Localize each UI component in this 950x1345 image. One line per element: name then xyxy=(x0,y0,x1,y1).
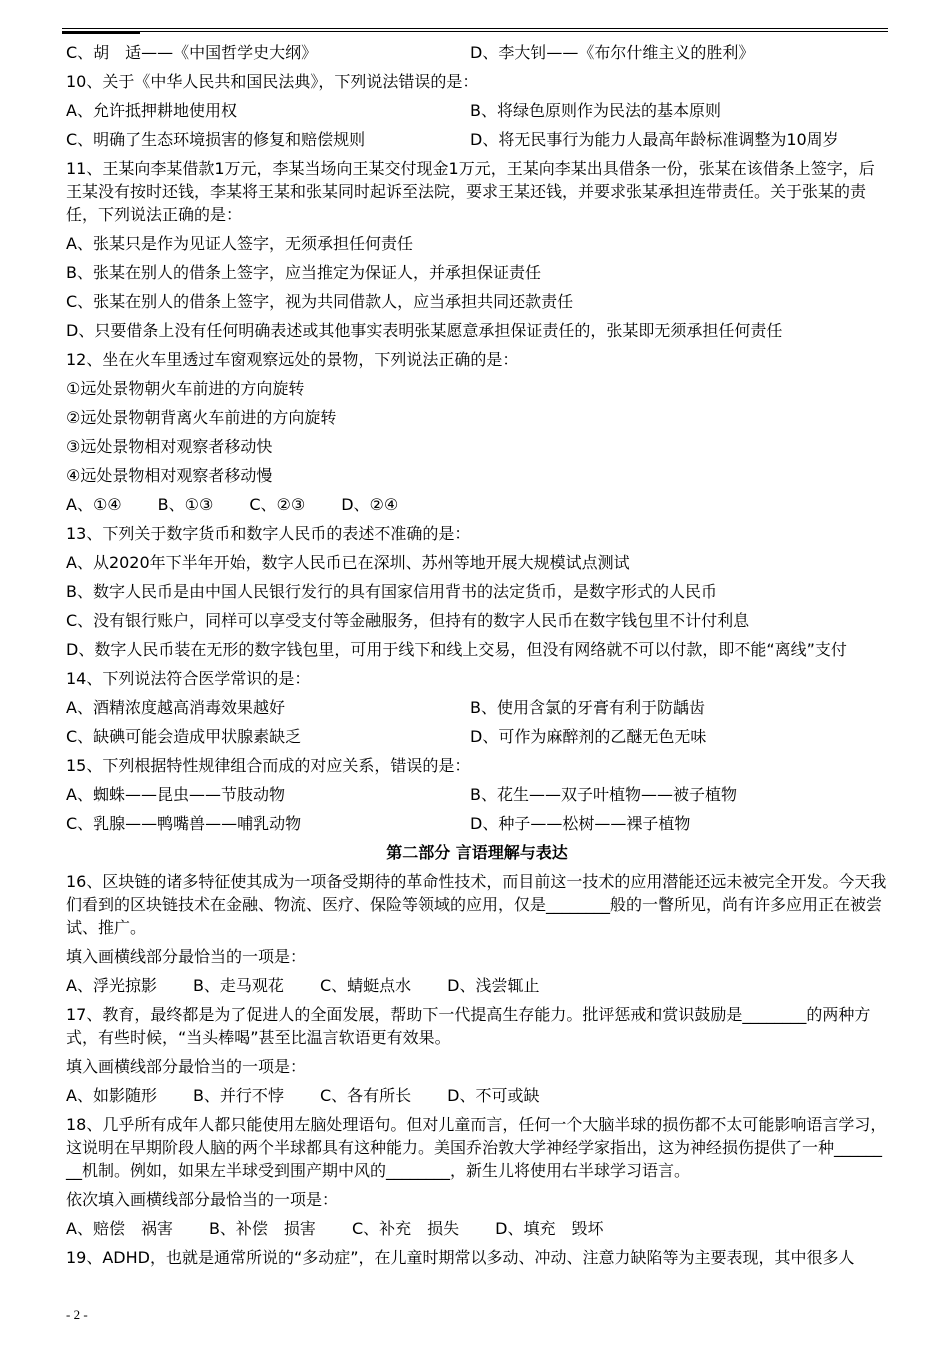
option-b: B、花生——双子叶植物——被子植物 xyxy=(470,785,737,804)
option-b: B、并行不悖 xyxy=(192,1086,284,1105)
option-c: C、没有银行账户，同样可以享受支付等金融服务，但持有的数字人民币在数字钱包里不计付利息 xyxy=(66,611,750,630)
option-d: D、数字人民币装在无形的数字钱包里，可用于线下和线上交易，但没有网络就不可以付款，即不能“离线”支付 xyxy=(66,640,847,659)
option-d: D、填充 毁坏 xyxy=(495,1219,604,1238)
option-a: A、张某只是作为见证人签字，无须承担任何责任 xyxy=(66,234,413,253)
option-d: D、不可或缺 xyxy=(447,1086,540,1105)
exam-page-content xyxy=(66,38,888,1272)
section-title: 第二部分 言语理解与表达 xyxy=(386,843,568,862)
q14-stem: 14、下列说法符合医学常识的是： xyxy=(66,669,311,688)
q15-options-cd xyxy=(66,809,888,838)
option-b: B、将绿色原则作为民法的基本原则 xyxy=(470,101,721,120)
option-c: C、各有所长 xyxy=(319,1086,412,1105)
statement-1: ①远处景物朝火车前进的方向旋转 xyxy=(66,379,305,398)
q13-stem: 13、下列关于数字货币和数字人民币的表述不准确的是： xyxy=(66,524,471,543)
option-c: C、乳腺——鸭嘴兽——哺乳动物 xyxy=(66,814,302,833)
option-d: D、浅尝辄止 xyxy=(447,976,540,995)
q16-stem: 16、区块链的诸多特征使其成为一项备受期待的革命性技术，而目前这一技术的应用潜能还远未被完全开发。今天我们看到的区块链技术在金融、物流、医疗、保险等领域的应用，仅是________般的一瞥所见，尚有许多应用正在被尝试、推广。 xyxy=(66,872,887,937)
header-rule-stub xyxy=(62,32,140,34)
page-number: - 2 - xyxy=(66,1307,88,1322)
option-a: A、酒精浓度越高消毒效果越好 xyxy=(66,698,285,717)
option-c: C、胡 适——《中国哲学史大纲》 xyxy=(66,43,318,62)
option-c: C、蜻蜓点水 xyxy=(319,976,412,995)
q14-options-ab xyxy=(66,693,888,722)
option-b: B、走马观花 xyxy=(192,976,284,995)
q10-stem: 10、关于《中华人民共和国民法典》，下列说法错误的是： xyxy=(66,72,479,91)
q9-options-cd xyxy=(66,38,888,67)
option-d: D、只要借条上没有任何明确表述或其他事实表明张某愿意承担保证责任的，张某即无须承担任何责任 xyxy=(66,321,783,340)
statement-2: ②远处景物朝背离火车前进的方向旋转 xyxy=(66,408,337,427)
option-d: D、将无民事行为能力人最高年龄标准调整为10周岁 xyxy=(470,130,839,149)
q14-options-cd xyxy=(66,722,888,751)
option-b: B、①③ xyxy=(157,495,214,514)
option-d: D、李大钊——《布尔什维主义的胜利》 xyxy=(470,43,755,62)
q16-options xyxy=(66,971,888,1000)
q12-stem: 12、坐在火车里透过车窗观察远处的景物，下列说法正确的是： xyxy=(66,350,519,369)
option-a: A、从2020年下半年开始，数字人民币已在深圳、苏州等地开展大规模试点测试 xyxy=(66,553,630,572)
q16-prompt: 填入画横线部分最恰当的一项是： xyxy=(66,947,307,966)
q19-stem: 19、ADHD，也就是通常所说的“多动症”，在儿童时期常以多动、冲动、注意力缺陷等为主要表现，其中很多人 xyxy=(66,1248,855,1267)
header-rule-inner xyxy=(62,31,888,32)
option-a: A、如影随形 xyxy=(66,1086,157,1105)
header-rule xyxy=(62,28,888,29)
q10-options-ab xyxy=(66,96,888,125)
q11-stem: 11、王某向李某借款1万元，李某当场向王某交付现金1万元，王某向李某出具借条一份，张某在该借条上签字，后王某没有按时还钱，李某将王某和张某同时起诉至法院，要求王某还钱，并要求张某承担连带责任。关于张某的责任，下列说法正确的是： xyxy=(66,159,875,224)
option-b: B、补偿 损害 xyxy=(208,1219,316,1238)
q17-options xyxy=(66,1081,888,1110)
option-c: C、明确了生态环境损害的修复和赔偿规则 xyxy=(66,130,366,149)
option-c: C、张某在别人的借条上签字，视为共同借款人，应当承担共同还款责任 xyxy=(66,292,574,311)
option-c: C、②③ xyxy=(249,495,306,514)
q10-options-cd xyxy=(66,125,888,154)
q17-prompt: 填入画横线部分最恰当的一项是： xyxy=(66,1057,307,1076)
option-a: A、蜘蛛——昆虫——节肢动物 xyxy=(66,785,285,804)
option-c: C、缺碘可能会造成甲状腺素缺乏 xyxy=(66,727,302,746)
q15-stem: 15、下列根据特性规律组合而成的对应关系，错误的是： xyxy=(66,756,471,775)
q18-stem: 18、几乎所有成年人都只能使用左脑处理语句。但对儿童而言，任何一个大脑半球的损伤都不太可能影响语言学习，这说明在早期阶段人脑的两个半球都具有这种能力。美国乔治敦大学神经学家指出，这为神经损伤提供了一种________机制。例如，如果左半球受到围产期中风的________，新生儿将使用右半球学习语言。 xyxy=(66,1115,887,1180)
statement-4: ④远处景物相对观察者移动慢 xyxy=(66,466,273,485)
statement-3: ③远处景物相对观察者移动快 xyxy=(66,437,273,456)
option-a: A、允许抵押耕地使用权 xyxy=(66,101,237,120)
option-a: A、浮光掠影 xyxy=(66,976,157,995)
option-d: D、②④ xyxy=(341,495,399,514)
option-b: B、数字人民币是由中国人民银行发行的具有国家信用背书的法定货币，是数字形式的人民币 xyxy=(66,582,717,601)
q15-options-ab xyxy=(66,780,888,809)
q18-options xyxy=(66,1214,888,1243)
q18-prompt: 依次填入画横线部分最恰当的一项是： xyxy=(66,1190,339,1209)
option-c: C、补充 损失 xyxy=(351,1219,460,1238)
option-a: A、①④ xyxy=(66,495,122,514)
option-b: B、使用含氯的牙膏有利于防龋齿 xyxy=(470,698,705,717)
q12-options xyxy=(66,490,888,519)
option-a: A、赔偿 祸害 xyxy=(66,1219,173,1238)
option-d: D、可作为麻醉剂的乙醚无色无味 xyxy=(470,727,707,746)
q17-stem: 17、教育，最终都是为了促进人的全面发展，帮助下一代提高生存能力。批评惩戒和赏识鼓励是________的两种方式，有些时候，“当头棒喝”甚至比温言软语更有效果。 xyxy=(66,1005,871,1047)
option-d: D、种子——松树——裸子植物 xyxy=(470,814,691,833)
option-b: B、张某在别人的借条上签字，应当推定为保证人，并承担保证责任 xyxy=(66,263,541,282)
